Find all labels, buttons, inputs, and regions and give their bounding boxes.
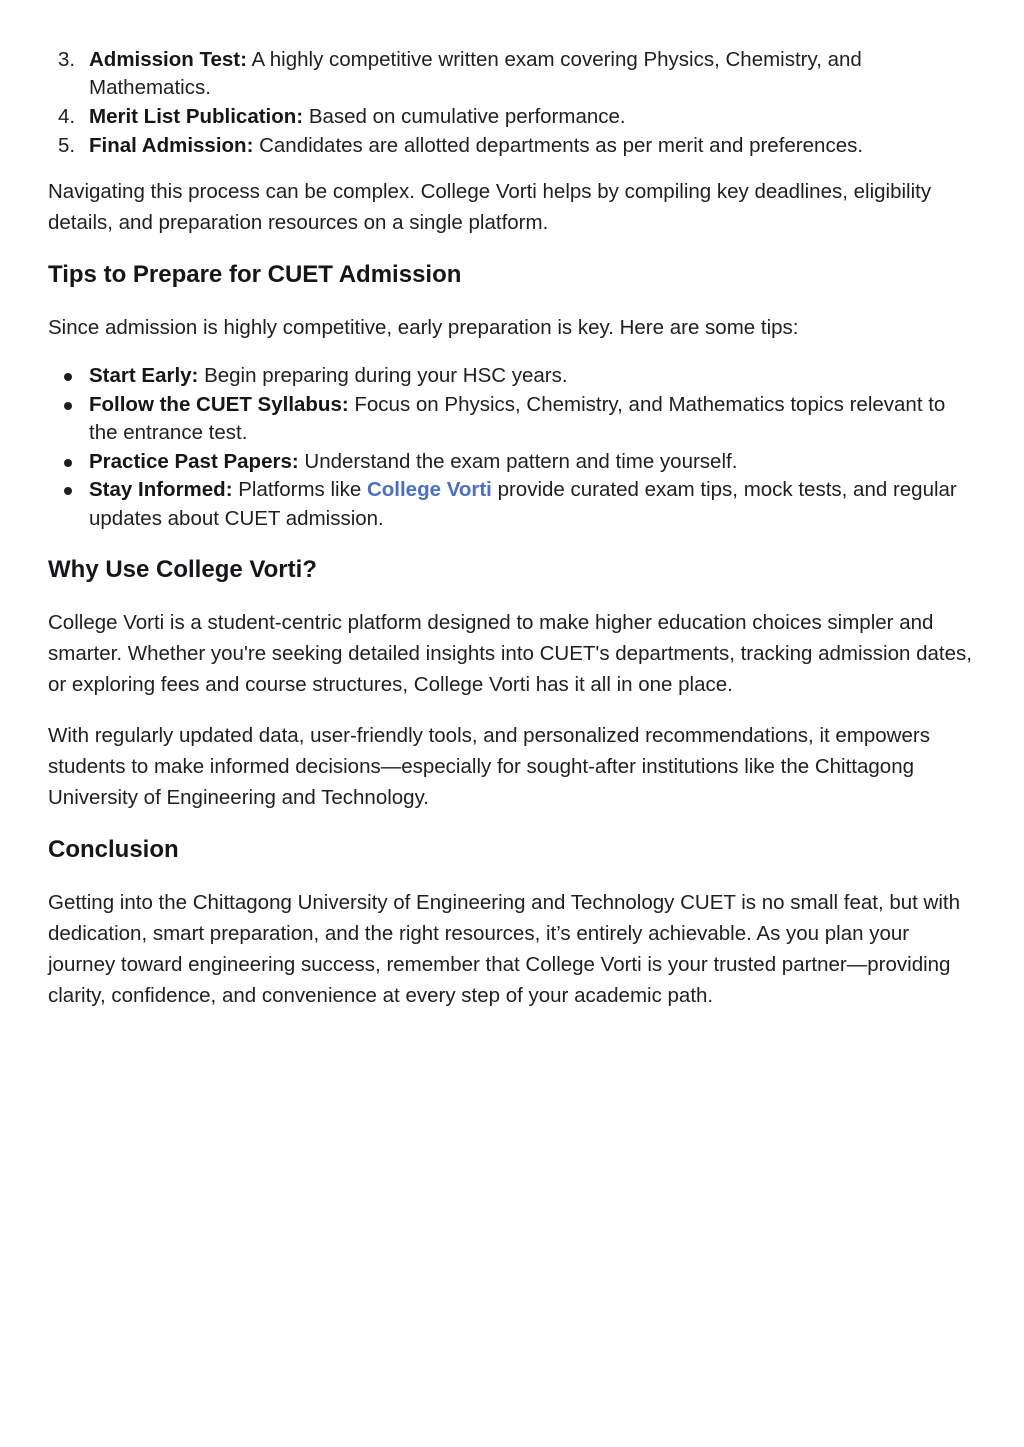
bullet-icon bbox=[64, 487, 72, 495]
why-paragraph-1: College Vorti is a student-centric platform designed to make higher education choices simpler and smarter. Whether you're seeking detailed insights into CUET's departments, tracking admission dates, or exploring fees and course structures, College Vorti has it all in one place. bbox=[48, 611, 972, 696]
list-item-text: Focus on Physics, Chemistry, and Mathematics topics relevant to the entrance test. bbox=[89, 392, 946, 444]
bullet-icon bbox=[64, 402, 72, 410]
admission-steps-list bbox=[48, 46, 978, 160]
list-number: 3. bbox=[58, 48, 76, 71]
list-item-text: A highly competitive written exam covering Physics, Chemistry, and Mathematics. bbox=[89, 48, 862, 99]
list-item-label: Final Admission: bbox=[89, 134, 254, 157]
list-item-text: Candidates are allotted departments as per merit and preferences. bbox=[253, 134, 864, 157]
list-item-text: Begin preparing during your HSC years. bbox=[198, 364, 568, 387]
list-item-start-early bbox=[48, 362, 978, 391]
list-item-merit-list bbox=[48, 103, 978, 131]
conclusion-paragraph: Getting into the Chittagong University of Engineering and Technology CUET is no small feat, but with dedication, smart preparation, and the right resources, it’s entirely achievable. As you plan your journey toward engineering success, remember that College Vorti is your trusted partner—providing clarity, confidence, and convenience at every step of your academic path. bbox=[48, 891, 960, 1007]
list-item-label: Follow the CUET Syllabus: bbox=[89, 392, 349, 416]
list-item-admission-test bbox=[48, 46, 978, 102]
list-item-final-admission bbox=[48, 132, 978, 160]
list-item-label: Stay Informed: bbox=[89, 478, 233, 501]
list-number: 4. bbox=[58, 105, 76, 128]
conclusion-heading: Conclusion bbox=[48, 836, 179, 863]
tips-list bbox=[48, 362, 978, 533]
tips-heading: Tips to Prepare for CUET Admission bbox=[48, 261, 462, 288]
why-paragraph-2: With regularly updated data, user-friendly tools, and personalized recommendations, it empowers students to make informed decisions—especially for sought-after institutions like the Chittagong University of Engineering and Technology. bbox=[48, 724, 930, 809]
bullet-icon bbox=[64, 459, 72, 467]
why-heading: Why Use College Vorti? bbox=[48, 556, 317, 583]
list-item-stay-informed bbox=[48, 476, 978, 533]
list-item-follow-syllabus bbox=[48, 391, 978, 448]
list-item-text: Based on cumulative performance. bbox=[303, 105, 626, 128]
tips-intro-paragraph: Since admission is highly competitive, early preparation is key. Here are some tips: bbox=[48, 316, 799, 339]
list-item-label: Merit List Publication: bbox=[89, 105, 304, 128]
list-item-label: Practice Past Papers: bbox=[89, 449, 299, 473]
list-item-label: Start Early: bbox=[89, 364, 199, 387]
college-vorti-link[interactable]: College Vorti bbox=[366, 478, 492, 501]
list-item-label: Admission Test: bbox=[89, 48, 247, 71]
navigating-paragraph: Navigating this process can be complex. College Vorti helps by compiling key deadlines, eligibility details, and preparation resources on a single platform. bbox=[48, 180, 932, 234]
list-item-practice-papers bbox=[48, 448, 978, 477]
bullet-icon bbox=[64, 373, 72, 381]
list-item-text: Platforms like bbox=[232, 478, 367, 501]
list-item-text: provide curated exam tips, mock tests, and regular updates about CUET admission. bbox=[89, 478, 957, 530]
list-item-text: Understand the exam pattern and time yourself. bbox=[298, 449, 738, 473]
list-number: 5. bbox=[58, 134, 76, 157]
